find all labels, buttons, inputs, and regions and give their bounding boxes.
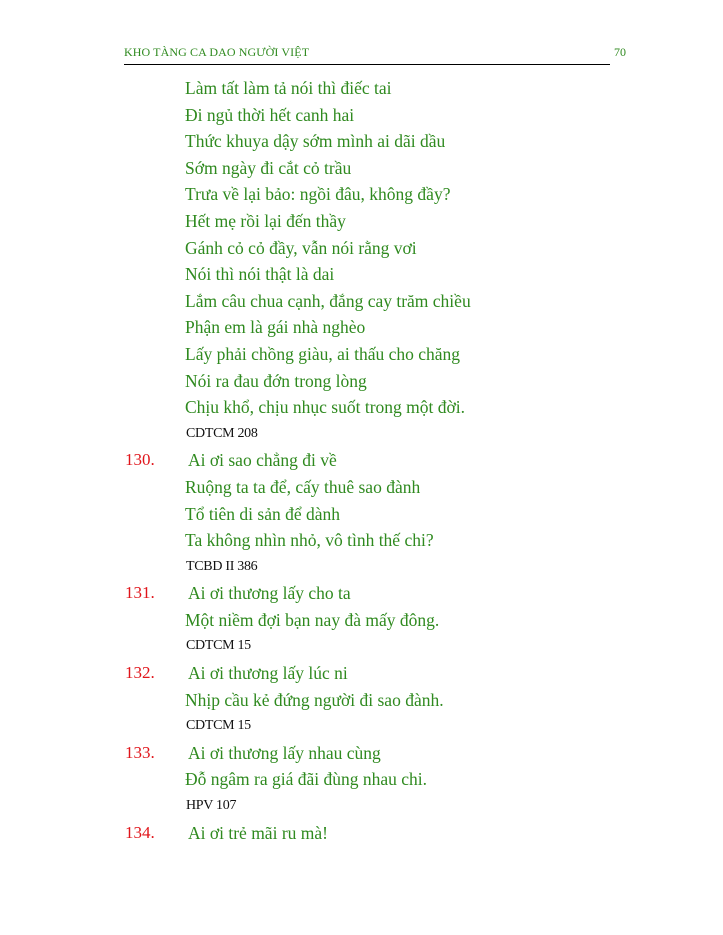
entry-first-line (0, 447, 723, 474)
verse-line (0, 181, 723, 208)
source-line (0, 793, 723, 820)
verse-line (0, 501, 723, 528)
source-citation: CDTCM 15 (186, 638, 251, 654)
verse-text: Nhịp cầu kẻ đứng người đi sao đành. (185, 689, 444, 710)
verse-text: Thức khuya dậy sớm mình ai dãi dầu (185, 131, 446, 152)
entry-number: 132. (125, 663, 155, 683)
entry-number: 134. (125, 822, 155, 842)
entry-number: 133. (125, 742, 155, 762)
verse-line (0, 527, 723, 554)
verse-line (0, 128, 723, 155)
verse-text: Hết mẹ rồi lại đến thầy (185, 210, 346, 231)
verse-text: Ai ơi trẻ mãi ru mà! (188, 822, 328, 843)
verse-line (0, 235, 723, 262)
verse-line (0, 607, 723, 634)
source-line (0, 713, 723, 740)
verse-line (0, 102, 723, 129)
verse-text: Ai ơi thương lấy cho ta (188, 583, 351, 604)
source-citation: TCBD II 386 (186, 558, 258, 574)
verse-text: Nói thì nói thật là dai (185, 264, 335, 285)
verse-line (0, 75, 723, 102)
poem-content (0, 75, 723, 846)
verse-line (0, 394, 723, 421)
verse-line (0, 208, 723, 235)
verse-text: Làm tất làm tả nói thì điếc tai (185, 78, 392, 98)
verse-text: Lắm câu chua cạnh, đắng cay trăm chiều (185, 290, 471, 311)
entry-first-line (0, 820, 723, 847)
source-line (0, 421, 723, 448)
verse-text: Phận em là gái nhà nghèo (185, 317, 366, 338)
source-citation: CDTCM 208 (186, 425, 258, 441)
verse-line (0, 766, 723, 793)
verse-line (0, 341, 723, 368)
verse-text: Gánh cỏ cỏ đầy, vẫn nói rằng vơi (185, 237, 417, 258)
entry-number: 131. (125, 583, 155, 603)
verse-text: Chịu khổ, chịu nhục suốt trong một đời. (185, 397, 466, 418)
source-citation: HPV 107 (186, 798, 237, 814)
verse-line (0, 368, 723, 395)
verse-text: Ai ơi sao chẳng đi về (188, 450, 337, 471)
verse-line (0, 288, 723, 315)
verse-text: Trưa về lại bảo: ngồi đâu, không đầy? (185, 184, 451, 205)
verse-line (0, 155, 723, 182)
entry-number: 130. (125, 450, 155, 470)
entry-first-line (0, 740, 723, 767)
verse-text: Ai ơi thương lấy nhau cùng (188, 742, 381, 763)
source-line (0, 554, 723, 581)
verse-line (0, 314, 723, 341)
entry-first-line (0, 580, 723, 607)
verse-text: Đỗ ngâm ra giá đãi đùng nhau chi. (185, 769, 428, 790)
verse-text: Sớm ngày đi cắt cỏ trầu (185, 157, 352, 178)
verse-text: Lấy phải chồng giàu, ai thấu cho chăng (185, 343, 461, 364)
page-number: 70 (614, 45, 626, 59)
book-title: KHO TÀNG CA DAO NGƯỜI VIỆT (124, 45, 310, 59)
verse-text: Ruộng ta ta để, cấy thuê sao đành (185, 476, 421, 497)
verse-text: Tổ tiên di sản để dành (185, 503, 341, 524)
verse-text: Ai ơi thương lấy lúc ni (188, 663, 348, 684)
verse-text: Một niềm đợi bạn nay đà mấy đông. (185, 609, 440, 630)
page-header (124, 44, 610, 65)
source-line (0, 633, 723, 660)
verse-text: Đi ngủ thời hết canh hai (185, 104, 355, 125)
verse-line (0, 687, 723, 714)
verse-text: Nói ra đau đớn trong lòng (185, 370, 367, 391)
verse-line (0, 261, 723, 288)
entry-first-line (0, 660, 723, 687)
source-citation: CDTCM 15 (186, 718, 251, 734)
verse-line (0, 474, 723, 501)
verse-text: Ta không nhìn nhỏ, vô tình thế chi? (185, 530, 434, 551)
